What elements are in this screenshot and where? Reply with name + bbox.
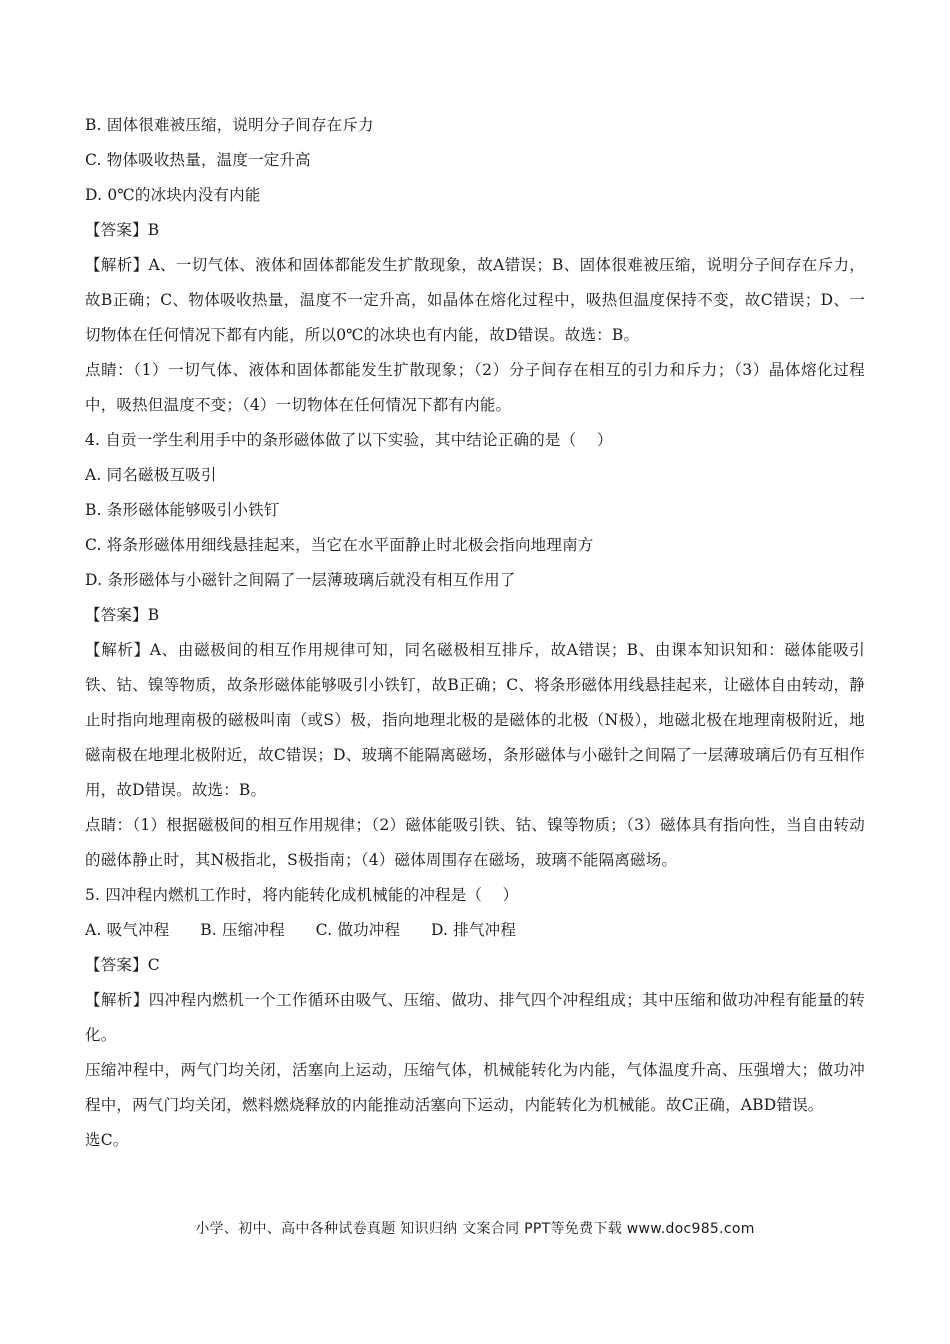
- q4-option-a: A. 同名磁极互吸引: [85, 466, 217, 484]
- q3-option-c: C. 物体吸收热量，温度一定升高: [85, 151, 311, 169]
- q5-options: A. 吸气冲程 B. 压缩冲程 C. 做功冲程 D. 排气冲程: [85, 921, 517, 939]
- q3-option-d: D. 0℃的冰块内没有内能: [85, 186, 261, 204]
- q4-analysis: 【解析】A、由磁极间的相互作用规律可知，同名磁极相互排斥，故A错误；B、由课本知识知和：磁体能吸引铁、钴、镍等物质，故条形磁体能够吸引小铁钉，故B正确；C、将条形磁体用线悬挂起来，让磁体自由转动，静止时指向地理南极的磁极叫南（或S）极，指向地理北极的是磁体的北极（N极），地磁北极在地理南极附近，地磁南极在地理北极附近，故C错误；D、玻璃不能隔离磁场，条形磁体与小磁针之间隔了一层薄玻璃后仍有互相作用，故D错误。故选：B。: [85, 641, 865, 799]
- q5-analysis-1: 【解析】四冲程内燃机一个工作循环由吸气、压缩、做功、排气四个冲程组成；其中压缩和做功冲程有能量的转化。: [85, 991, 865, 1044]
- page-footer: 小学、初中、高中各种试卷真题 知识归纳 文案合同 PPT等免费下载 www.doc985.com: [195, 1221, 755, 1237]
- q4-option-d: D. 条形磁体与小磁针之间隔了一层薄玻璃后就没有相互作用了: [85, 571, 516, 589]
- q3-analysis: 【解析】A、一切气体、液体和固体都能发生扩散现象，故A错误；B、固体很难被压缩，说明分子间存在斥力，故B正确；C、物体吸收热量，温度不一定升高，如晶体在熔化过程中，吸热但温度保持不变，故C错误；D、一切物体在任何情况下都有内能，所以0℃的冰块也有内能，故D错误。故选：B。: [85, 256, 865, 344]
- q5-answer: 【答案】C: [85, 956, 160, 974]
- q3-option-b: B. 固体很难被压缩，说明分子间存在斥力: [85, 116, 374, 134]
- q5-conclusion: 选C。: [85, 1131, 129, 1149]
- q4-option-c: C. 将条形磁体用细线悬挂起来，当它在水平面静止时北极会指向地理南方: [85, 536, 594, 554]
- q5-analysis-2: 压缩冲程中，两气门均关闭，活塞向上运动，压缩气体，机械能转化为内能，气体温度升高、压强增大；做功冲程中，两气门均关闭，燃料燃烧释放的内能推动活塞向下运动，内能转化为机械能。故C正确，ABD错误。: [85, 1061, 865, 1114]
- q4-note: 点睛：（1）根据磁极间的相互作用规律；（2）磁体能吸引铁、钴、镍等物质；（3）磁体具有指向性，当自由转动的磁体静止时，其N极指北，S极指南；（4）磁体周围存在磁场，玻璃不能隔离磁场。: [85, 816, 865, 869]
- document-body: [85, 108, 865, 1158]
- q5-stem: 5. 四冲程内燃机工作时，将内能转化成机械能的冲程是（ ）: [85, 886, 519, 904]
- q3-note: 点睛：（1）一切气体、液体和固体都能发生扩散现象；（2）分子间存在相互的引力和斥力；（3）晶体熔化过程中，吸热但温度不变；（4）一切物体在任何情况下都有内能。: [85, 361, 865, 414]
- q4-answer: 【答案】B: [85, 606, 160, 624]
- q4-stem: 4. 自贡一学生利用手中的条形磁体做了以下实验，其中结论正确的是（ ）: [85, 431, 613, 449]
- q3-answer: 【答案】B: [85, 221, 160, 239]
- q4-option-b: B. 条形磁体能够吸引小铁钉: [85, 501, 280, 519]
